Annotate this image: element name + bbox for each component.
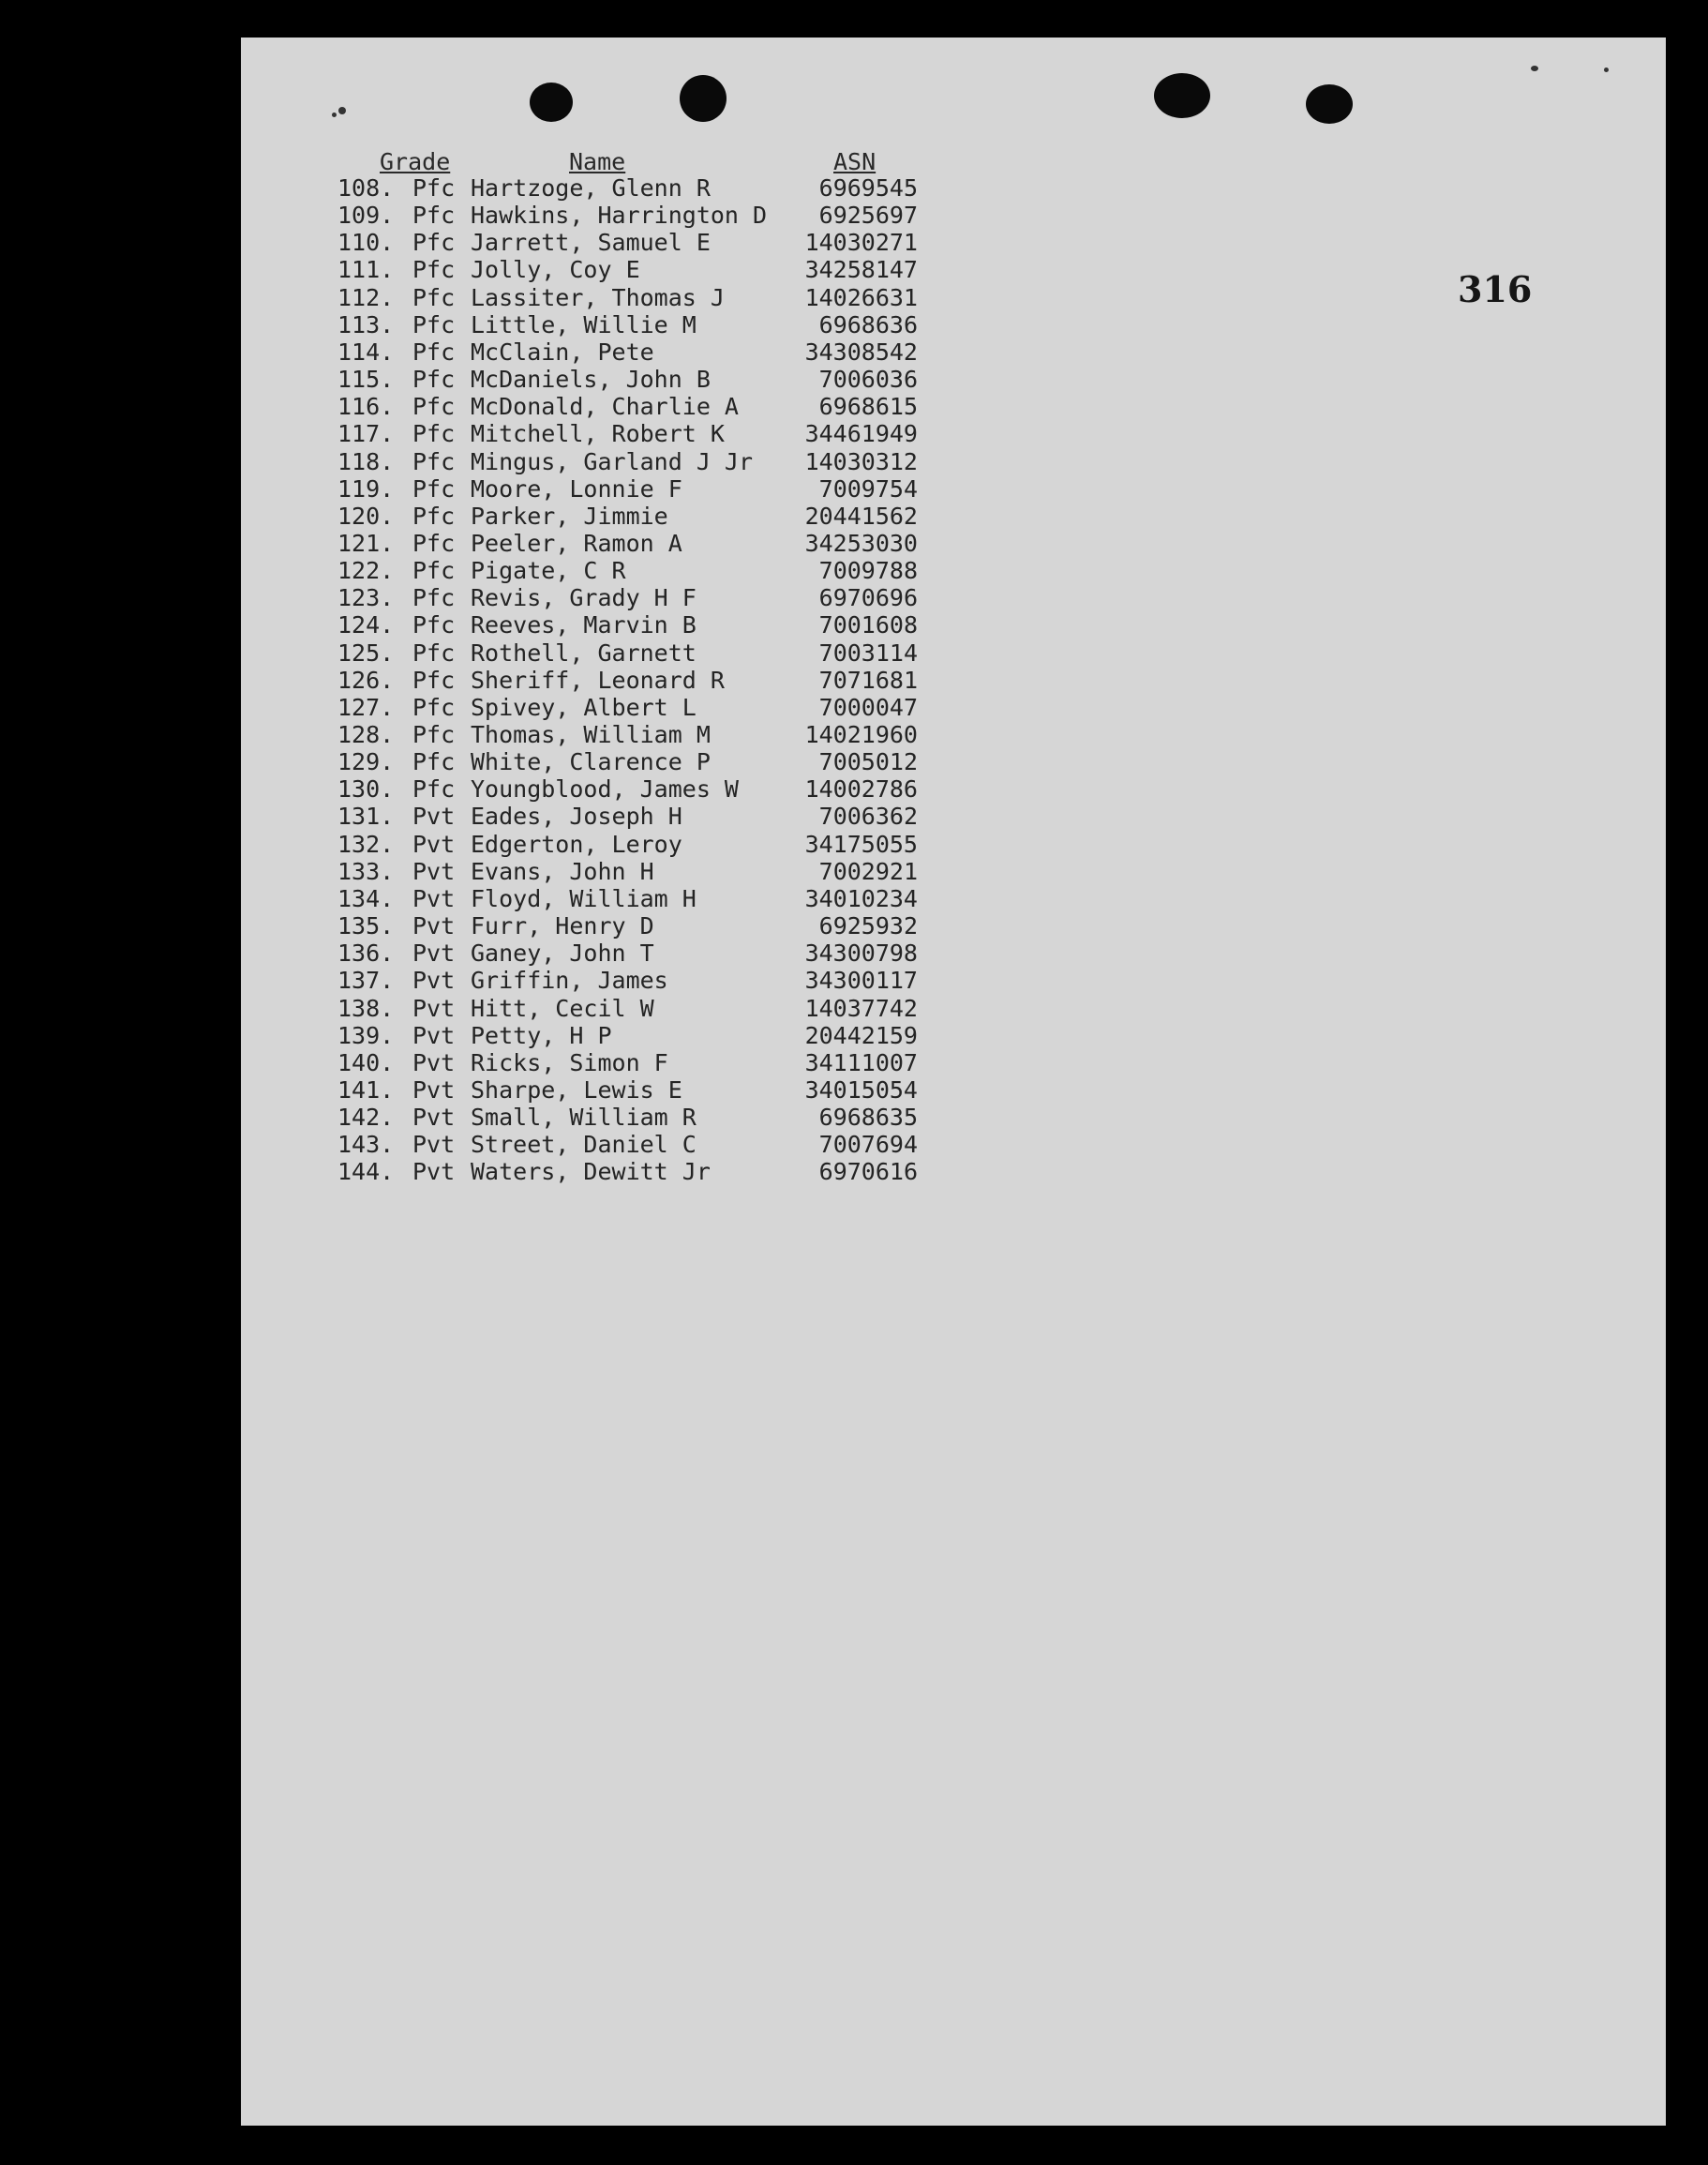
roster-row [241,831,1178,858]
row-grade: Pvt [412,1075,456,1104]
binder-hole [530,83,573,122]
row-asn: 34300117 [804,967,918,995]
row-grade: Pvt [412,830,456,858]
row-number: 122. [337,557,395,585]
row-asn: 20441562 [804,502,918,530]
roster-row [241,803,1178,830]
row-asn: 20442159 [804,1021,918,1049]
roster-row [241,174,1178,202]
row-grade: Pvt [412,1048,456,1076]
row-name: Waters, Dewitt Jr [471,1158,711,1186]
row-grade: Pfc [412,721,456,748]
roster-row [241,475,1178,503]
row-number: 128. [337,721,395,748]
row-number: 138. [337,994,395,1022]
row-asn: 6968635 [818,1104,918,1132]
page-number: 316 [1458,268,1533,310]
row-name: Ganey, John T [471,940,654,968]
roster-row [241,1076,1178,1104]
row-asn: 7005012 [818,748,918,776]
row-grade: Pfc [412,202,456,230]
roster-row [241,284,1178,311]
row-asn: 6970696 [818,584,918,612]
roster-row [241,940,1178,967]
roster-row [241,202,1178,229]
row-name: Little, Willie M [471,310,697,338]
roster-row [241,366,1178,393]
row-number: 117. [337,420,395,448]
row-name: Sheriff, Leonard R [471,666,725,694]
row-grade: Pfc [412,748,456,776]
row-number: 120. [337,502,395,530]
row-number: 140. [337,1048,395,1076]
row-asn: 34015054 [804,1075,918,1104]
roster-row [241,639,1178,667]
row-asn: 34461949 [804,420,918,448]
row-name: Reeves, Marvin B [471,611,697,639]
row-asn: 34300798 [804,940,918,968]
row-grade: Pfc [412,174,456,202]
row-asn: 14037742 [804,994,918,1022]
row-asn: 14026631 [804,283,918,311]
row-grade: Pfc [412,393,456,421]
row-grade: Pfc [412,283,456,311]
roster-row [241,775,1178,803]
row-name: Parker, Jimmie [471,502,668,530]
row-name: Hitt, Cecil W [471,994,654,1022]
row-asn: 7000047 [818,693,918,721]
row-number: 133. [337,857,395,885]
row-asn: 14021960 [804,721,918,748]
row-grade: Pfc [412,693,456,721]
row-grade: Pfc [412,366,456,394]
row-grade: Pfc [412,584,456,612]
row-number: 142. [337,1104,395,1132]
row-number: 114. [337,338,395,366]
row-name: Jolly, Coy E [471,256,640,284]
row-name: McClain, Pete [471,338,654,366]
row-asn: 7007694 [818,1131,918,1159]
roster-row [241,1158,1178,1185]
row-number: 108. [337,174,395,202]
row-number: 141. [337,1075,395,1104]
row-asn: 6968615 [818,393,918,421]
row-name: Jarrett, Samuel E [471,229,711,257]
row-grade: Pfc [412,338,456,366]
roster-row [241,311,1178,338]
row-name: Pigate, C R [471,557,626,585]
row-number: 132. [337,830,395,858]
roster-row [241,530,1178,557]
row-name: Ricks, Simon F [471,1048,668,1076]
roster-row [241,557,1178,584]
row-grade: Pvt [412,1158,456,1186]
row-grade: Pfc [412,557,456,585]
roster-row [241,748,1178,775]
row-grade: Pvt [412,884,456,912]
roster-row [241,885,1178,912]
row-name: McDaniels, John B [471,366,711,394]
row-name: Furr, Henry D [471,912,654,940]
row-asn: 7002921 [818,857,918,885]
binder-hole [1154,73,1210,118]
row-number: 115. [337,366,395,394]
column-header [241,148,1666,176]
row-number: 127. [337,693,395,721]
row-name: McDonald, Charlie A [471,393,739,421]
row-number: 143. [337,1131,395,1159]
row-name: Youngblood, James W [471,775,739,804]
row-number: 131. [337,803,395,831]
row-asn: 6925697 [818,202,918,230]
row-grade: Pfc [412,775,456,804]
row-name: Street, Daniel C [471,1131,697,1159]
row-grade: Pfc [412,447,456,475]
row-asn: 7006362 [818,803,918,831]
row-number: 129. [337,748,395,776]
roster-row [241,611,1178,639]
roster-row [241,694,1178,721]
row-asn: 34258147 [804,256,918,284]
row-grade: Pvt [412,1104,456,1132]
row-grade: Pfc [412,474,456,503]
row-asn: 34010234 [804,884,918,912]
row-name: Hawkins, Harrington D [471,202,768,230]
row-name: Petty, H P [471,1021,612,1049]
row-asn: 34253030 [804,529,918,557]
roster-row [241,584,1178,611]
row-name: Evans, John H [471,857,654,885]
roster-row [241,229,1178,256]
row-number: 110. [337,229,395,257]
grade-header: Grade [380,148,451,175]
row-grade: Pfc [412,639,456,667]
row-number: 112. [337,283,395,311]
row-number: 119. [337,474,395,503]
asn-header: ASN [833,148,876,175]
row-number: 144. [337,1158,395,1186]
row-name: Floyd, William H [471,884,697,912]
row-number: 134. [337,884,395,912]
row-grade: Pvt [412,803,456,831]
name-header: Name [569,148,626,175]
row-grade: Pvt [412,1131,456,1159]
roster-row [241,1104,1178,1131]
row-name: Thomas, William M [471,721,711,748]
row-asn: 34111007 [804,1048,918,1076]
row-grade: Pvt [412,967,456,995]
row-asn: 6970616 [818,1158,918,1186]
document-page [241,38,1666,2126]
row-number: 111. [337,256,395,284]
row-grade: Pvt [412,994,456,1022]
row-number: 121. [337,529,395,557]
ink-speck [1531,66,1538,71]
row-number: 125. [337,639,395,667]
row-name: Lassiter, Thomas J [471,283,725,311]
roster-row [241,995,1178,1022]
row-name: Peeler, Ramon A [471,529,682,557]
row-number: 126. [337,666,395,694]
row-asn: 7009754 [818,474,918,503]
row-name: Spivey, Albert L [471,693,697,721]
row-name: Rothell, Garnett [471,639,697,667]
row-name: Sharpe, Lewis E [471,1075,682,1104]
row-asn: 6968636 [818,310,918,338]
row-asn: 34175055 [804,830,918,858]
row-number: 109. [337,202,395,230]
roster-row [241,967,1178,994]
ink-speck [332,113,337,117]
row-number: 130. [337,775,395,804]
row-number: 137. [337,967,395,995]
roster-row [241,667,1178,694]
row-grade: Pvt [412,1021,456,1049]
roster-row [241,1049,1178,1076]
row-number: 113. [337,310,395,338]
roster-row [241,256,1178,283]
binder-hole [680,75,727,122]
roster-row [241,393,1178,420]
roster-row [241,858,1178,885]
row-number: 116. [337,393,395,421]
row-grade: Pfc [412,420,456,448]
roster-row [241,338,1178,366]
row-number: 124. [337,611,395,639]
row-name: Moore, Lonnie F [471,474,682,503]
row-name: Mitchell, Robert K [471,420,725,448]
roster-row [241,1022,1178,1049]
row-asn: 14002786 [804,775,918,804]
row-asn: 14030312 [804,447,918,475]
row-number: 135. [337,912,395,940]
row-name: Griffin, James [471,967,668,995]
row-grade: Pfc [412,229,456,257]
row-name: Revis, Grady H F [471,584,697,612]
row-asn: 7006036 [818,366,918,394]
roster-row [241,721,1178,748]
ink-speck [1604,68,1609,72]
row-asn: 6925932 [818,912,918,940]
row-name: White, Clarence P [471,748,711,776]
row-name: Edgerton, Leroy [471,830,682,858]
row-asn: 34308542 [804,338,918,366]
roster-row [241,420,1178,447]
binder-hole [1306,84,1353,124]
ink-speck [338,107,346,114]
row-name: Eades, Joseph H [471,803,682,831]
row-asn: 7003114 [818,639,918,667]
row-grade: Pvt [412,912,456,940]
row-grade: Pfc [412,256,456,284]
roster-row [241,503,1178,530]
row-number: 136. [337,940,395,968]
row-grade: Pfc [412,611,456,639]
row-asn: 6969545 [818,174,918,202]
row-name: Small, William R [471,1104,697,1132]
row-number: 123. [337,584,395,612]
row-asn: 7009788 [818,557,918,585]
row-name: Hartzoge, Glenn R [471,174,711,202]
row-number: 139. [337,1021,395,1049]
row-asn: 7071681 [818,666,918,694]
roster-row [241,912,1178,940]
row-grade: Pvt [412,940,456,968]
roster-row [241,1131,1178,1158]
row-grade: Pfc [412,666,456,694]
roster-row [241,448,1178,475]
row-grade: Pvt [412,857,456,885]
row-number: 118. [337,447,395,475]
row-name: Mingus, Garland J Jr [471,447,754,475]
row-grade: Pfc [412,529,456,557]
row-grade: Pfc [412,310,456,338]
row-asn: 7001608 [818,611,918,639]
row-grade: Pfc [412,502,456,530]
row-asn: 14030271 [804,229,918,257]
